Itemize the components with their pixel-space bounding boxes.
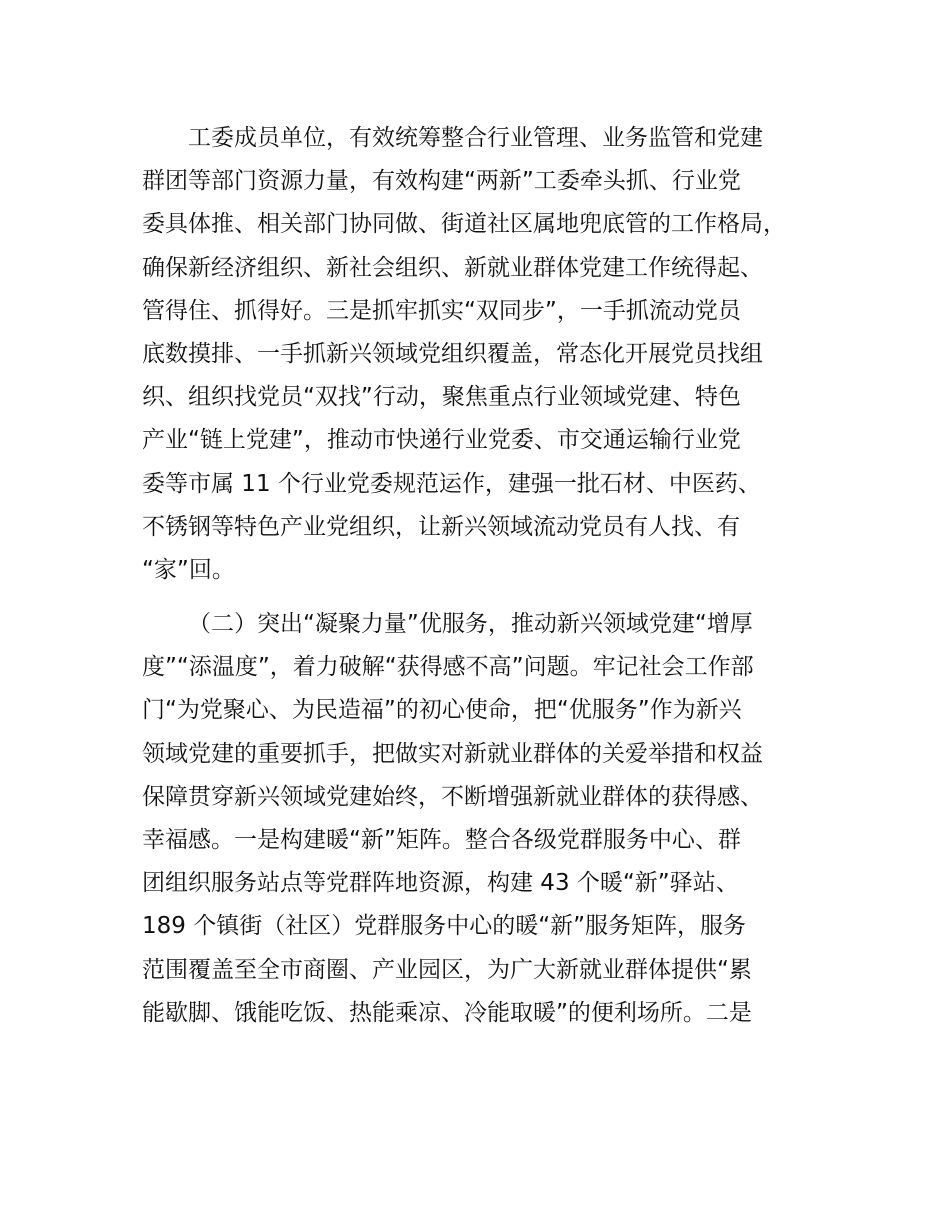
- text-line: 织、组织找党员“双找”行动，聚焦重点行业领域党建、特色: [142, 384, 741, 411]
- text-line: 委具体推、相关部门协同做、街道社区属地兜底管的工作格局，: [142, 211, 786, 238]
- text-line: 工委成员单位，有效统筹整合行业管理、业务监管和党建: [188, 125, 763, 151]
- paragraph-1: [142, 117, 822, 592]
- text-line: 底数摸排、一手抓新兴领域党组织覆盖，常态化开展党员找组: [142, 340, 763, 367]
- paragraph-2: [142, 603, 822, 1035]
- text-line: 能歇脚、饿能吃饭、热能乘凉、冷能取暖”的便利场所。二是: [142, 999, 752, 1026]
- text-line: 管得住、抓得好。三是抓牢抓实“双同步”，一手抓流动党员: [142, 297, 741, 324]
- text-line: 门“为党聚心、为民造福”的初心使命，把“优服务”作为新兴: [142, 697, 742, 724]
- text-line: 确保新经济组织、新社会组织、新就业群体党建工作统得起、: [142, 254, 763, 281]
- text-line: 保障贯穿新兴领域党建始终，不断增强新就业群体的获得感、: [142, 783, 763, 810]
- text-line: 范围覆盖至全市商圈、产业园区，为广大新就业群体提供“累: [142, 956, 752, 983]
- text-line: 群团等部门资源力量，有效构建“两新”工委牵头抓、行业党: [142, 168, 741, 195]
- text-line: 189 个镇街（社区）党群服务中心的暖“新”服务矩阵，服务: [142, 913, 747, 940]
- text-line: “家”回。: [142, 556, 235, 583]
- text-line: （二）突出“凝聚力量”优服务，推动新兴领域党建“增厚: [188, 611, 753, 637]
- text-line: 不锈钢等特色产业党组织，让新兴领域流动党员有人找、有: [142, 513, 740, 540]
- text-line: 度”“添温度”，着力破解“获得感不高”问题。牢记社会工作部: [142, 654, 754, 681]
- text-line: 领域党建的重要抓手，把做实对新就业群体的关爱举措和权益: [142, 740, 763, 767]
- text-line: 团组织服务站点等党群阵地资源，构建 43 个暖“新”驿站、: [142, 870, 739, 897]
- text-line: 产业“链上党建”，推动市快递行业党委、市交通运输行业党: [142, 427, 741, 454]
- text-line: 幸福感。一是构建暖“新”矩阵。整合各级党群服务中心、群: [142, 826, 741, 853]
- text-line: 委等市属 11 个行业党委规范运作，建强一批石材、中医药、: [142, 470, 761, 497]
